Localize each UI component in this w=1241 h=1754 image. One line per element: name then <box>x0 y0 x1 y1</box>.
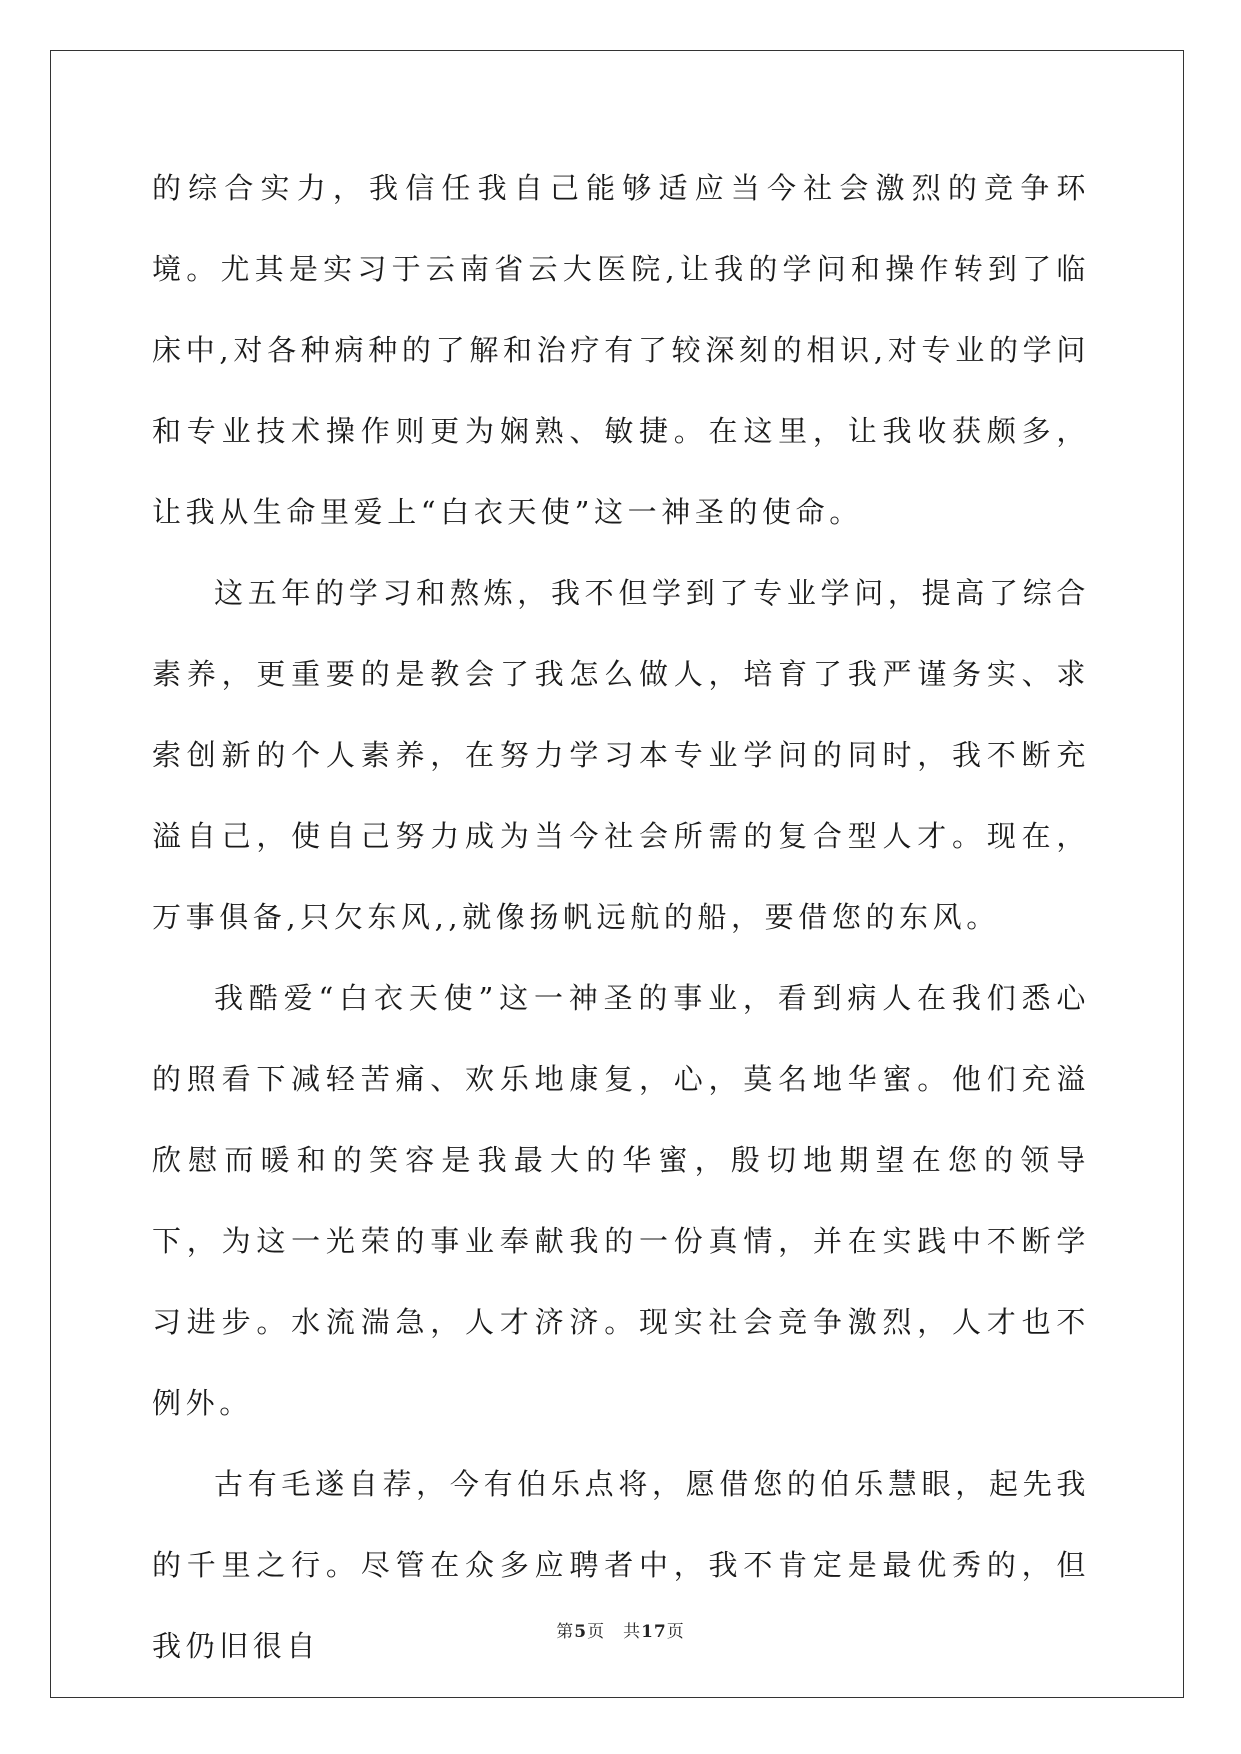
paragraph: 的综合实力，我信任我自己能够适应当今社会激烈的竞争环境。尤其是实习于云南省云大医院,让我的学问和操作转到了临床中,对各种病种的了解和治疗有了较深刻的相识,对专业的学问和专业技术操作则更为娴熟、敏捷。在这里，让我收获颇多，让我从生命里爱上“白衣天使”这一神圣的使命。 <box>152 171 1090 529</box>
total-prefix: 共 <box>623 1622 642 1642</box>
document-body <box>152 148 1090 1687</box>
total-pages: 17 <box>641 1622 667 1642</box>
page-prefix: 第 <box>556 1622 575 1642</box>
total-suffix: 页 <box>666 1622 685 1642</box>
paragraph: 我酷爱“白衣天使”这一神圣的事业，看到病人在我们悉心的照看下减轻苦痛、欢乐地康复，心，莫名地华蜜。他们充溢欣慰而暖和的笑容是我最大的华蜜，殷切地期望在您的领导下，为这一光荣的事业奉献我的一份真情，并在实践中不断学习进步。水流湍急，人才济济。现实社会竞争激烈，人才也不例外。 <box>152 981 1090 1420</box>
page-number: 5 <box>574 1622 588 1642</box>
page-suffix: 页 <box>587 1622 606 1642</box>
page-footer <box>0 1617 1241 1642</box>
paragraph: 古有毛遂自荐，今有伯乐点将，愿借您的伯乐慧眼，起先我的千里之行。尽管在众多应聘者中，我不肯定是最优秀的，但我仍旧很自 <box>152 1467 1090 1663</box>
paragraph: 这五年的学习和熬炼，我不但学到了专业学问，提高了综合素养，更重要的是教会了我怎么做人，培育了我严谨务实、求索创新的个人素养，在努力学习本专业学问的同时，我不断充溢自己，使自己努力成为当今社会所需的复合型人才。现在，万事俱备,只欠东风,,就像扬帆远航的船，要借您的东风。 <box>152 576 1090 934</box>
